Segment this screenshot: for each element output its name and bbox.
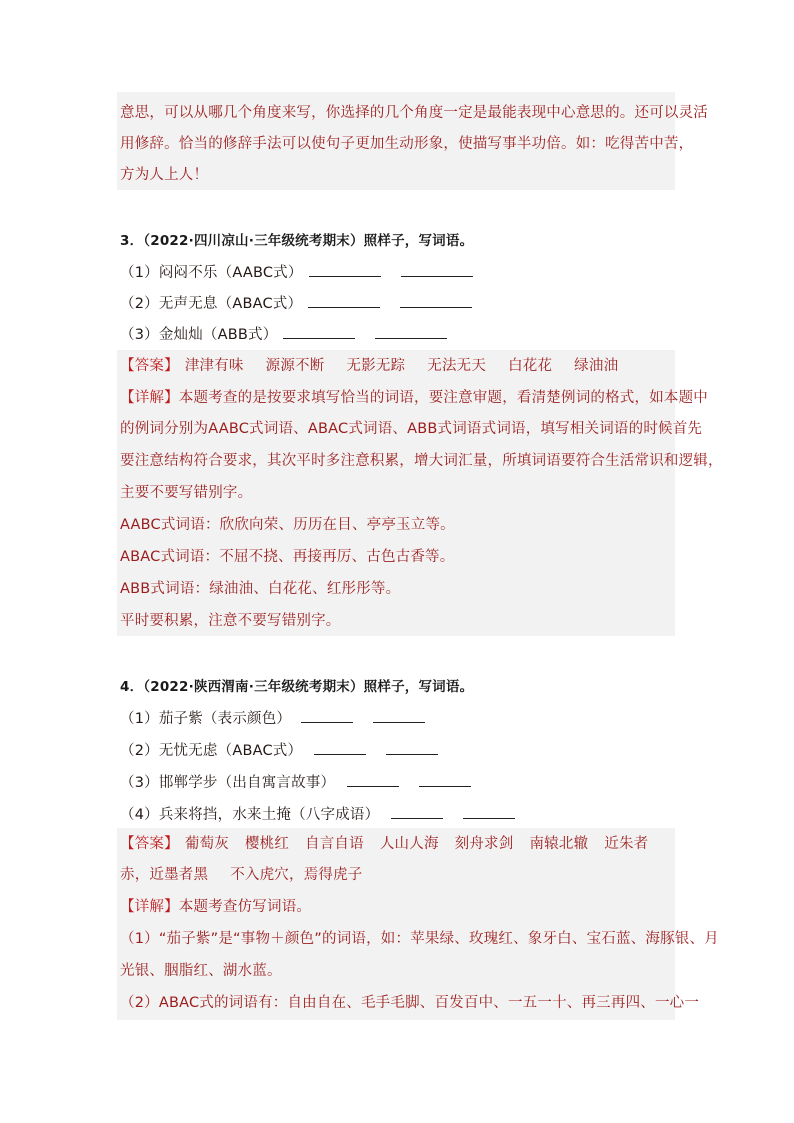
question-4-item: [120, 804, 529, 824]
q3-detail-line: 要注意结构符合要求，其次平时多注意积累，增大词汇量，所填词语要符合生活常识和逻辑，: [120, 453, 723, 469]
question-3-item: [120, 293, 486, 313]
answer-blank[interactable]: [373, 708, 425, 723]
answer-word: 无影无踪: [346, 358, 406, 374]
item-text: （2）无声无息（ABAC式）: [120, 296, 303, 312]
prev-detail-line: 方为人上人！: [120, 167, 209, 183]
detail-tag: 【详解】: [120, 899, 179, 915]
answer-blank[interactable]: [309, 262, 381, 277]
q3-answer-line: [120, 356, 640, 376]
q4-sub-line: （2）ABAC式的词语有：自由自在、毛手毛脚、百发百中、一五一十、再三再四、一心一: [120, 995, 700, 1011]
q4-answer-box: [117, 828, 675, 1020]
answer-word: 源源不断: [265, 358, 325, 374]
question-number: 3．: [120, 233, 144, 249]
answer-blank[interactable]: [401, 262, 473, 277]
answer-blank[interactable]: [283, 324, 355, 339]
q3-extra-line: ABAC式词语：不屈不挠、再接再厉、古色古香等。: [120, 549, 455, 565]
answer-blank[interactable]: [463, 804, 515, 819]
answer-word: 绿油油: [574, 358, 619, 374]
question-4-item: [120, 740, 452, 760]
q3-detail-line: [120, 388, 708, 408]
q3-extra-line: 平时要积累，注意不要写错别字。: [120, 613, 341, 629]
answer-word: 人山人海: [379, 836, 439, 852]
answer-word: 葡萄灰: [184, 836, 229, 852]
answer-blank[interactable]: [347, 772, 399, 787]
question-3-title: [120, 231, 473, 251]
answer-word: 近朱者: [604, 836, 649, 852]
answer-blank[interactable]: [375, 324, 447, 339]
question-4-item: [120, 708, 439, 728]
detail-tag: 【详解】: [120, 390, 179, 406]
answer-word: 刻舟求剑: [454, 836, 514, 852]
q4-answer-line: [120, 834, 648, 854]
item-text: （4）兵来将挡，水来土掩（八字成语）: [120, 807, 380, 823]
prev-detail-line: 用修辞。恰当的修辞手法可以使句子更加生动形象，使描写事半功倍。如：吃得苦中苦，: [120, 136, 694, 152]
answer-tag: 【答案】: [120, 358, 179, 374]
q4-sub-line: 光银、胭脂红、湖水蓝。: [120, 963, 282, 979]
item-text: （1）闷闷不乐（AABC式）: [120, 265, 303, 281]
item-text: （3）邯郸学步（出自寓言故事）: [120, 775, 336, 791]
q3-detail-line: 主要不要写错别字。: [120, 485, 253, 501]
answer-word: 白花花: [508, 358, 553, 374]
answer-word: 樱桃红: [244, 836, 290, 852]
answer-blank[interactable]: [391, 804, 443, 819]
q3-extra-line: AABC式词语：欣欣向荣、历历在目、亭亭玉立等。: [120, 517, 455, 533]
answer-word: 津津有味: [184, 358, 244, 374]
answer-tag: 【答案】: [120, 836, 179, 852]
question-3-item: [120, 324, 461, 344]
q4-answer-line: [120, 865, 385, 885]
q4-detail-line: [120, 897, 311, 917]
detail-text: 本题考查仿写词语。: [178, 899, 312, 915]
item-text: （2）无忧无虑（ABAC式）: [120, 743, 303, 759]
prev-detail-line: 意思，可以从哪几个角度来写，你选择的几个角度一定是最能表现中心意思的。还可以灵活: [120, 105, 708, 121]
answer-blank[interactable]: [301, 708, 353, 723]
answer-blank[interactable]: [419, 772, 471, 787]
answer-blank[interactable]: [386, 740, 438, 755]
question-source-instruction: （2022·四川凉山·三年级统考期末）照样子，写词语。: [143, 233, 474, 249]
question-4-item: [120, 772, 485, 792]
answer-word: 无法无天: [427, 358, 487, 374]
answer-word: 不入虎穴，焉得虎子: [230, 867, 363, 883]
item-text: （3）金灿灿（ABB式）: [120, 327, 278, 343]
answer-word: 南辕北辙: [529, 836, 589, 852]
q3-extra-line: ABB式词语：绿油油、白花花、红彤彤等。: [120, 581, 401, 597]
item-text: （1）茄子紫（表示颜色）: [120, 711, 292, 727]
answer-blank[interactable]: [308, 293, 380, 308]
q3-detail-line: 的例词分别为AABC式词语、ABAC式词语、ABB式词语式词语，填写相关词语的时候首先: [120, 421, 703, 437]
question-number: 4．: [120, 679, 144, 695]
question-3-item: [120, 262, 487, 282]
answer-word: 自言自语: [305, 836, 364, 852]
question-source-instruction: （2022·陕西渭南·三年级统考期末）照样子，写词语。: [143, 679, 474, 695]
detail-text: 本题考查的是按要求填写恰当的词语，要注意审题，看清楚例词的格式，如本题中: [178, 390, 709, 406]
answer-blank[interactable]: [400, 293, 472, 308]
q4-sub-line: （1）“茄子紫”是“事物＋颜色”的词语，如：苹果绿、玫瑰红、象牙白、宝石蓝、海豚银、月: [120, 931, 719, 947]
answer-word: 赤，近墨者黑: [120, 867, 209, 883]
answer-blank[interactable]: [314, 740, 366, 755]
question-4-title: [120, 677, 473, 697]
